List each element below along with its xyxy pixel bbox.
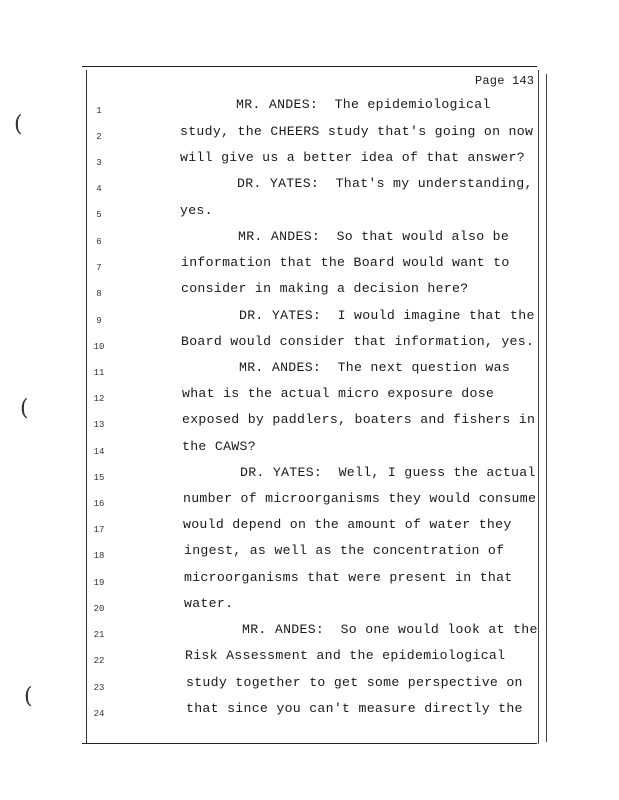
line-number: 15	[93, 473, 105, 483]
line-number: 16	[93, 499, 105, 509]
transcript-line: information that the Board would want to	[181, 255, 510, 270]
transcript-line: number of microorganisms they would consume	[183, 491, 537, 506]
transcript-line: DR. YATES: Well, I guess the actual	[240, 465, 536, 480]
line-number: 6	[96, 237, 102, 247]
line-number: 7	[96, 263, 102, 273]
line-number: 5	[96, 210, 102, 220]
line-number: 22	[93, 656, 105, 666]
line-number: 17	[93, 525, 105, 535]
transcript-line: exposed by paddlers, boaters and fishers in	[182, 412, 536, 427]
right-margin-rule-outer	[546, 74, 547, 742]
line-number: 23	[93, 683, 105, 693]
line-number: 1	[96, 106, 102, 116]
line-number: 24	[93, 709, 105, 719]
right-margin-rule	[538, 70, 539, 744]
line-number: 12	[93, 394, 105, 404]
transcript-line: Board would consider that information, yes.	[181, 334, 535, 349]
left-margin-rule	[86, 70, 87, 744]
transcript-line: MR. ANDES: The next question was	[239, 360, 511, 375]
line-number: 19	[93, 578, 105, 588]
line-number: 18	[93, 551, 105, 561]
transcript-line: the CAWS?	[182, 439, 256, 454]
line-number: 9	[96, 316, 102, 326]
line-number: 21	[93, 630, 105, 640]
transcript-line: study, the CHEERS study that's going on now	[180, 124, 534, 139]
line-number: 10	[93, 342, 105, 352]
line-number: 14	[93, 447, 105, 457]
line-number: 3	[96, 158, 102, 168]
line-number: 2	[96, 132, 102, 142]
transcript-line: MR. ANDES: The epidemiological	[236, 97, 491, 112]
transcript-line: MR. ANDES: So one would look at the	[242, 622, 538, 637]
transcript-page-frame	[82, 66, 537, 744]
page-number: Page 143	[475, 74, 535, 88]
binder-hole-mark: (	[24, 684, 33, 709]
binder-hole-mark: (	[14, 112, 23, 137]
transcript-line: yes.	[180, 203, 213, 218]
transcript-line: consider in making a decision here?	[181, 281, 469, 296]
transcript-line: study together to get some perspective on	[186, 675, 523, 690]
transcript-line: DR. YATES: That's my understanding,	[237, 176, 533, 191]
transcript-line: MR. ANDES: So that would also be	[238, 229, 510, 244]
transcript-line: water.	[184, 596, 234, 611]
transcript-line: that since you can't measure directly the	[186, 701, 523, 716]
transcript-line: what is the actual micro exposure dose	[182, 386, 495, 401]
binder-hole-mark: (	[20, 396, 29, 421]
line-number: 13	[93, 420, 105, 430]
line-number: 4	[96, 184, 102, 194]
transcript-line: would depend on the amount of water they	[183, 517, 512, 532]
transcript-line: Risk Assessment and the epidemiological	[185, 648, 506, 663]
line-number: 8	[96, 289, 102, 299]
transcript-line: ingest, as well as the concentration of	[184, 543, 505, 558]
transcript-line: microorganisms that were present in that	[184, 570, 513, 585]
line-number: 20	[93, 604, 105, 614]
line-number: 11	[93, 368, 105, 378]
transcript-line: will give us a better idea of that answer?	[180, 150, 525, 165]
transcript-line: DR. YATES: I would imagine that the	[239, 308, 535, 323]
